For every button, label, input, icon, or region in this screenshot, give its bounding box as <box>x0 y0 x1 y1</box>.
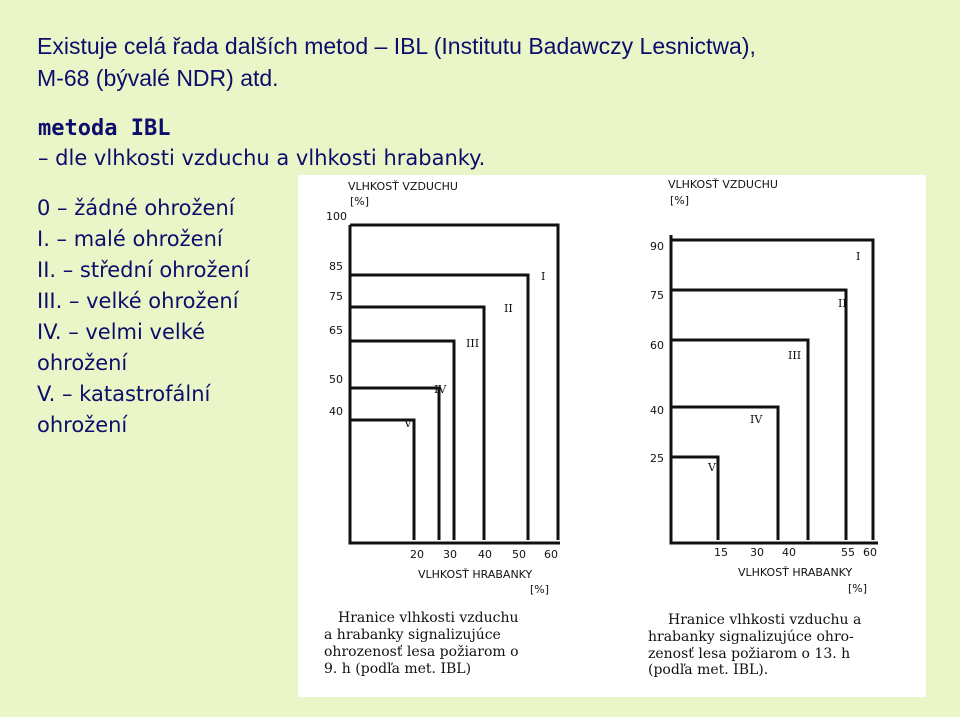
right-y-tick-25: 25 <box>650 452 664 465</box>
level-1: I. – malé ohrožení <box>37 227 223 251</box>
right-chart <box>648 178 878 678</box>
right-boundary-III <box>671 340 808 540</box>
left-zone-label-III: III <box>466 337 480 350</box>
left-x-title: VLHKOSŤ HRABANKY <box>418 568 533 581</box>
left-zone-label-I: I <box>541 270 546 283</box>
right-x-title: VLHKOSŤ HRABANKY <box>738 566 853 579</box>
level-4-cont: ohrožení <box>37 351 128 375</box>
right-caption-4: (podľa met. IBL). <box>648 662 769 678</box>
left-x-tick-30: 30 <box>443 548 457 561</box>
right-y-tick-60: 60 <box>650 339 664 352</box>
left-zone-label-II: II <box>504 302 513 315</box>
left-y-tick-100: 100 <box>326 210 347 223</box>
left-y-tick-65: 65 <box>329 324 343 337</box>
level-0: 0 – žádné ohrožení <box>37 196 235 220</box>
left-y-title: VLHKOSŤ VZDUCHU <box>348 180 458 193</box>
level-3: III. – velké ohrožení <box>37 289 239 313</box>
right-zone-label-II: II <box>838 297 847 310</box>
right-zone-label-V: V <box>708 461 716 474</box>
right-y-title: VLHKOSŤ VZDUCHU <box>668 178 778 191</box>
right-caption-3: zenosť lesa požiarom o 13. h <box>648 646 851 662</box>
right-zone-label-I: I <box>856 250 861 263</box>
left-x-tick-60: 60 <box>544 548 558 561</box>
right-zone-boundaries <box>671 235 878 543</box>
right-x-tick-55: 55 <box>841 546 855 559</box>
left-caption-4: 9. h (podľa met. IBL) <box>324 661 472 677</box>
level-4: IV. – velmi velké <box>37 320 206 344</box>
right-x-tick-15: 15 <box>714 546 728 559</box>
left-x-tick-20: 20 <box>410 548 424 561</box>
left-zone-boundaries <box>350 225 560 543</box>
level-5-cont: ohrožení <box>37 413 128 437</box>
left-caption-2: a hrabanky signalizujúce <box>324 627 501 643</box>
right-x-tick-30: 30 <box>750 546 764 559</box>
right-boundary-IV <box>671 407 778 540</box>
left-zone-label-V: V <box>404 417 412 430</box>
left-caption-3: ohrozenosť lesa požiarom o <box>324 644 519 660</box>
intro-line-1: Existuje celá řada dalších metod – IBL (Institutu Badawczy Lesnictwa), <box>37 33 756 59</box>
left-y-tick-50: 50 <box>329 373 343 386</box>
right-x-tick-40: 40 <box>782 546 796 559</box>
left-zone-label-IV: IV <box>434 383 447 396</box>
method-heading: metoda IBL <box>38 116 171 141</box>
right-zone-label-IV: IV <box>750 413 763 426</box>
right-y-unit: [%] <box>670 194 690 207</box>
right-caption-1: Hranice vlhkosti vzduchu a <box>668 612 862 628</box>
ibl-figure-svg <box>298 175 926 697</box>
left-x-unit: [%] <box>530 583 550 596</box>
left-x-tick-50: 50 <box>512 548 526 561</box>
right-x-unit: [%] <box>848 582 868 595</box>
left-y-tick-75: 75 <box>329 290 343 303</box>
right-y-tick-75: 75 <box>650 289 664 302</box>
level-2: II. – střední ohrožení <box>37 258 250 282</box>
left-boundary-V <box>350 420 414 540</box>
left-y-tick-40: 40 <box>329 405 343 418</box>
right-x-tick-60: 60 <box>863 546 877 559</box>
left-chart <box>324 180 560 677</box>
level-5: V. – katastrofální <box>37 382 211 406</box>
right-caption-2: hrabanky signalizujúce ohro- <box>648 629 854 645</box>
left-caption-1: Hranice vlhkosti vzduchu <box>338 610 519 626</box>
right-y-tick-90: 90 <box>650 240 664 253</box>
right-boundary-I <box>671 240 873 540</box>
left-boundary-V-upper <box>350 388 439 540</box>
right-y-tick-40: 40 <box>650 404 664 417</box>
left-x-tick-40: 40 <box>478 548 492 561</box>
left-y-unit: [%] <box>350 195 370 208</box>
left-y-tick-85: 85 <box>329 260 343 273</box>
intro-line-2: M-68 (bývalé NDR) atd. <box>37 65 279 91</box>
ibl-figure <box>298 175 926 697</box>
right-zone-label-III: III <box>788 349 802 362</box>
method-description: – dle vlhkosti vzduchu a vlhkosti hrabanky. <box>38 146 486 170</box>
